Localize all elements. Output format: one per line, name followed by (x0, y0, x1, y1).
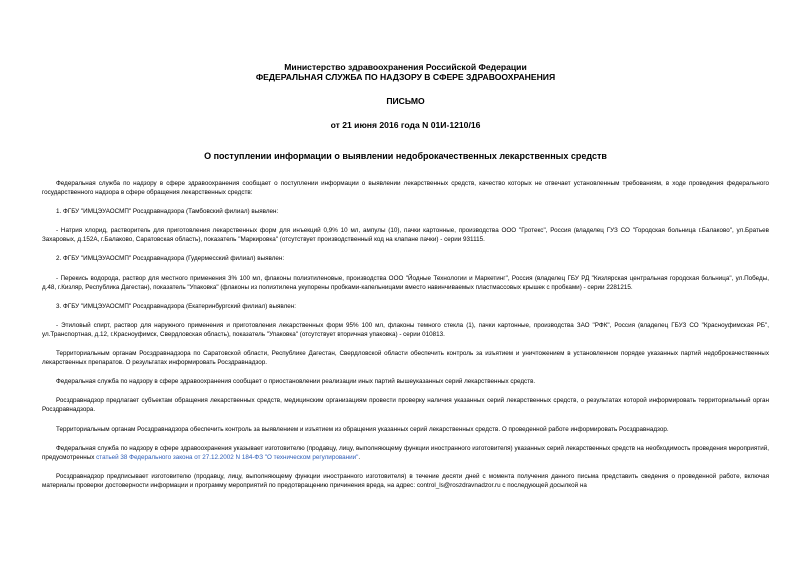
paragraph-item-3-detail: - Этиловый спирт, раствор для наружного применения и приготовления лекарственных форм 95% 100 мл, флаконы темного стекла (1), пачки картонные, производства ЗАО "РФК", Россия (владелец ГБУЗ СО "Красноуфимская РБ", ул.Транспортная, д.12, г.Красноуфимск, Свердловская область), показатель "Упаковка" (отсутствует вторичная упаковка) - серии 010813. (42, 321, 769, 338)
paragraph-territorial-control: Территориальным органам Росздравнадзора по Саратовской области, Республике Дагестан, Свердловской области обеспечить контроль за изъятием и уничтожением в установленном порядке указанных партий недоброкачественных лекарственных препаратов. О результатах информировать Росздравнадзор. (42, 350, 769, 367)
paragraph-item-1: 1. ФГБУ "ИМЦЭУАОСМП" Росздравнадзора (Тамбовский филиал) выявлен: (56, 208, 279, 216)
paragraph-suspension: Федеральная служба по надзору в сфере здравоохранения сообщает о приостановлении реализации иных партий вышеуказанных серий лекарственных средств. (56, 378, 536, 386)
paragraph-manufacturer-notice-text: Федеральная служба по надзору в сфере здравоохранения указывает изготовителю (продавцу, лицу, выполняющему функции иностранного изготовителя) указанных серий лекарственных средств на необходимость проведения мероприятий, предусмотренных (42, 444, 769, 461)
paragraph-item-3: 3. ФГБУ "ИМЦЭУАОСМП" Росздравнадзора (Екатеринбургский филиал) выявлен: (56, 302, 297, 310)
paragraph-item-2: 2. ФГБУ "ИМЦЭУАОСМП" Росздравнадзора (Гудермесский филиал) выявлен: (56, 255, 285, 263)
paragraph-territorial-withdrawal: Территориальным органам Росздравнадзора обеспечить контроль за выявлением и изъятием из обращения указанных серий лекарственных средств. О проведенной работе информировать Росздравнадзор. (56, 425, 669, 433)
paragraph-item-1-detail: - Натрия хлорид, растворитель для приготовления лекарственных форм для инъекций 0,9% 10 мл, ампулы (10), пачки картонные, производства ООО "Гротекс", Россия (владелец ГУЗ СО "Городская больница г.Балаково", ул.Братьев Захаровых, д.152А, г.Балаково, Саратовская область), показатель "Маркировка" (отсутствует производственный код на клапане пачки) - серии 931115. (42, 227, 769, 244)
document-subject: О поступлении информации о выявлении недоброкачественных лекарственных средств (204, 151, 607, 161)
paragraph-manufacturer-notice-end: . (358, 453, 361, 461)
paragraph-item-2-detail: - Перекись водорода, раствор для местного применения 3% 100 мл, флаконы полиэтиленовые, производства ООО "Йодные Технологии и Маркетинг", Россия (владелец ГБУ РД "Кизлярская центральная городская больница", ул.Победы, д.48, г.Кизляр, Республика Дагестан), показатель "Упаковка" (флаконы из полиэтилена укупорены пробками-капельницами вместо навинчиваемых пластмассовых крышек с пробками) - серии 2281215. (42, 274, 769, 291)
service-name: ФЕДЕРАЛЬНАЯ СЛУЖБА ПО НАДЗОРУ В СФЕРЕ ЗДРАВООХРАНЕНИЯ (255, 72, 556, 82)
paragraph-manufacturer-notice (42, 444, 769, 462)
document-body (42, 179, 769, 490)
document-date-number: от 21 июня 2016 года N 01И-1210/16 (330, 120, 481, 130)
law-article-link[interactable]: статьей 38 Федерального закона от 27.12.2002 N 184-ФЗ "О техническом регулировании" (96, 453, 359, 461)
document-page (42, 62, 769, 500)
paragraph-prescription: Росздравнадзор предписывает изготовителю (продавцу, лицу, выполняющему функции иностранного изготовителя) в течение десяти дней с момента получения данного письма представить сведения о проведенной работе, включая материалы проверки достоверности информации и программу мероприятий по предотвращению причинения вреда, на адрес: control_ls@roszdravnadzor.ru с последующей досылкой на (42, 472, 769, 489)
document-type: ПИСЬМО (386, 96, 425, 106)
paragraph-intro: Федеральная служба по надзору в сфере здравоохранения сообщает о поступлении информации о выявлении лекарственных средств, качество которых не отвечает установленным требованиям, в ходе проведения федерального государственного надзора в сфере обращения лекарственных средств: (42, 180, 769, 197)
ministry-name: Министерство здравоохранения Российской Федерации (284, 62, 527, 72)
paragraph-proposal: Росздравнадзор предлагает субъектам обращения лекарственных средств, медицинским организациям провести проверку наличия указанных серий лекарственных средств, о результатах которой информировать территориальный орган Росздравнадзора. (42, 397, 769, 414)
